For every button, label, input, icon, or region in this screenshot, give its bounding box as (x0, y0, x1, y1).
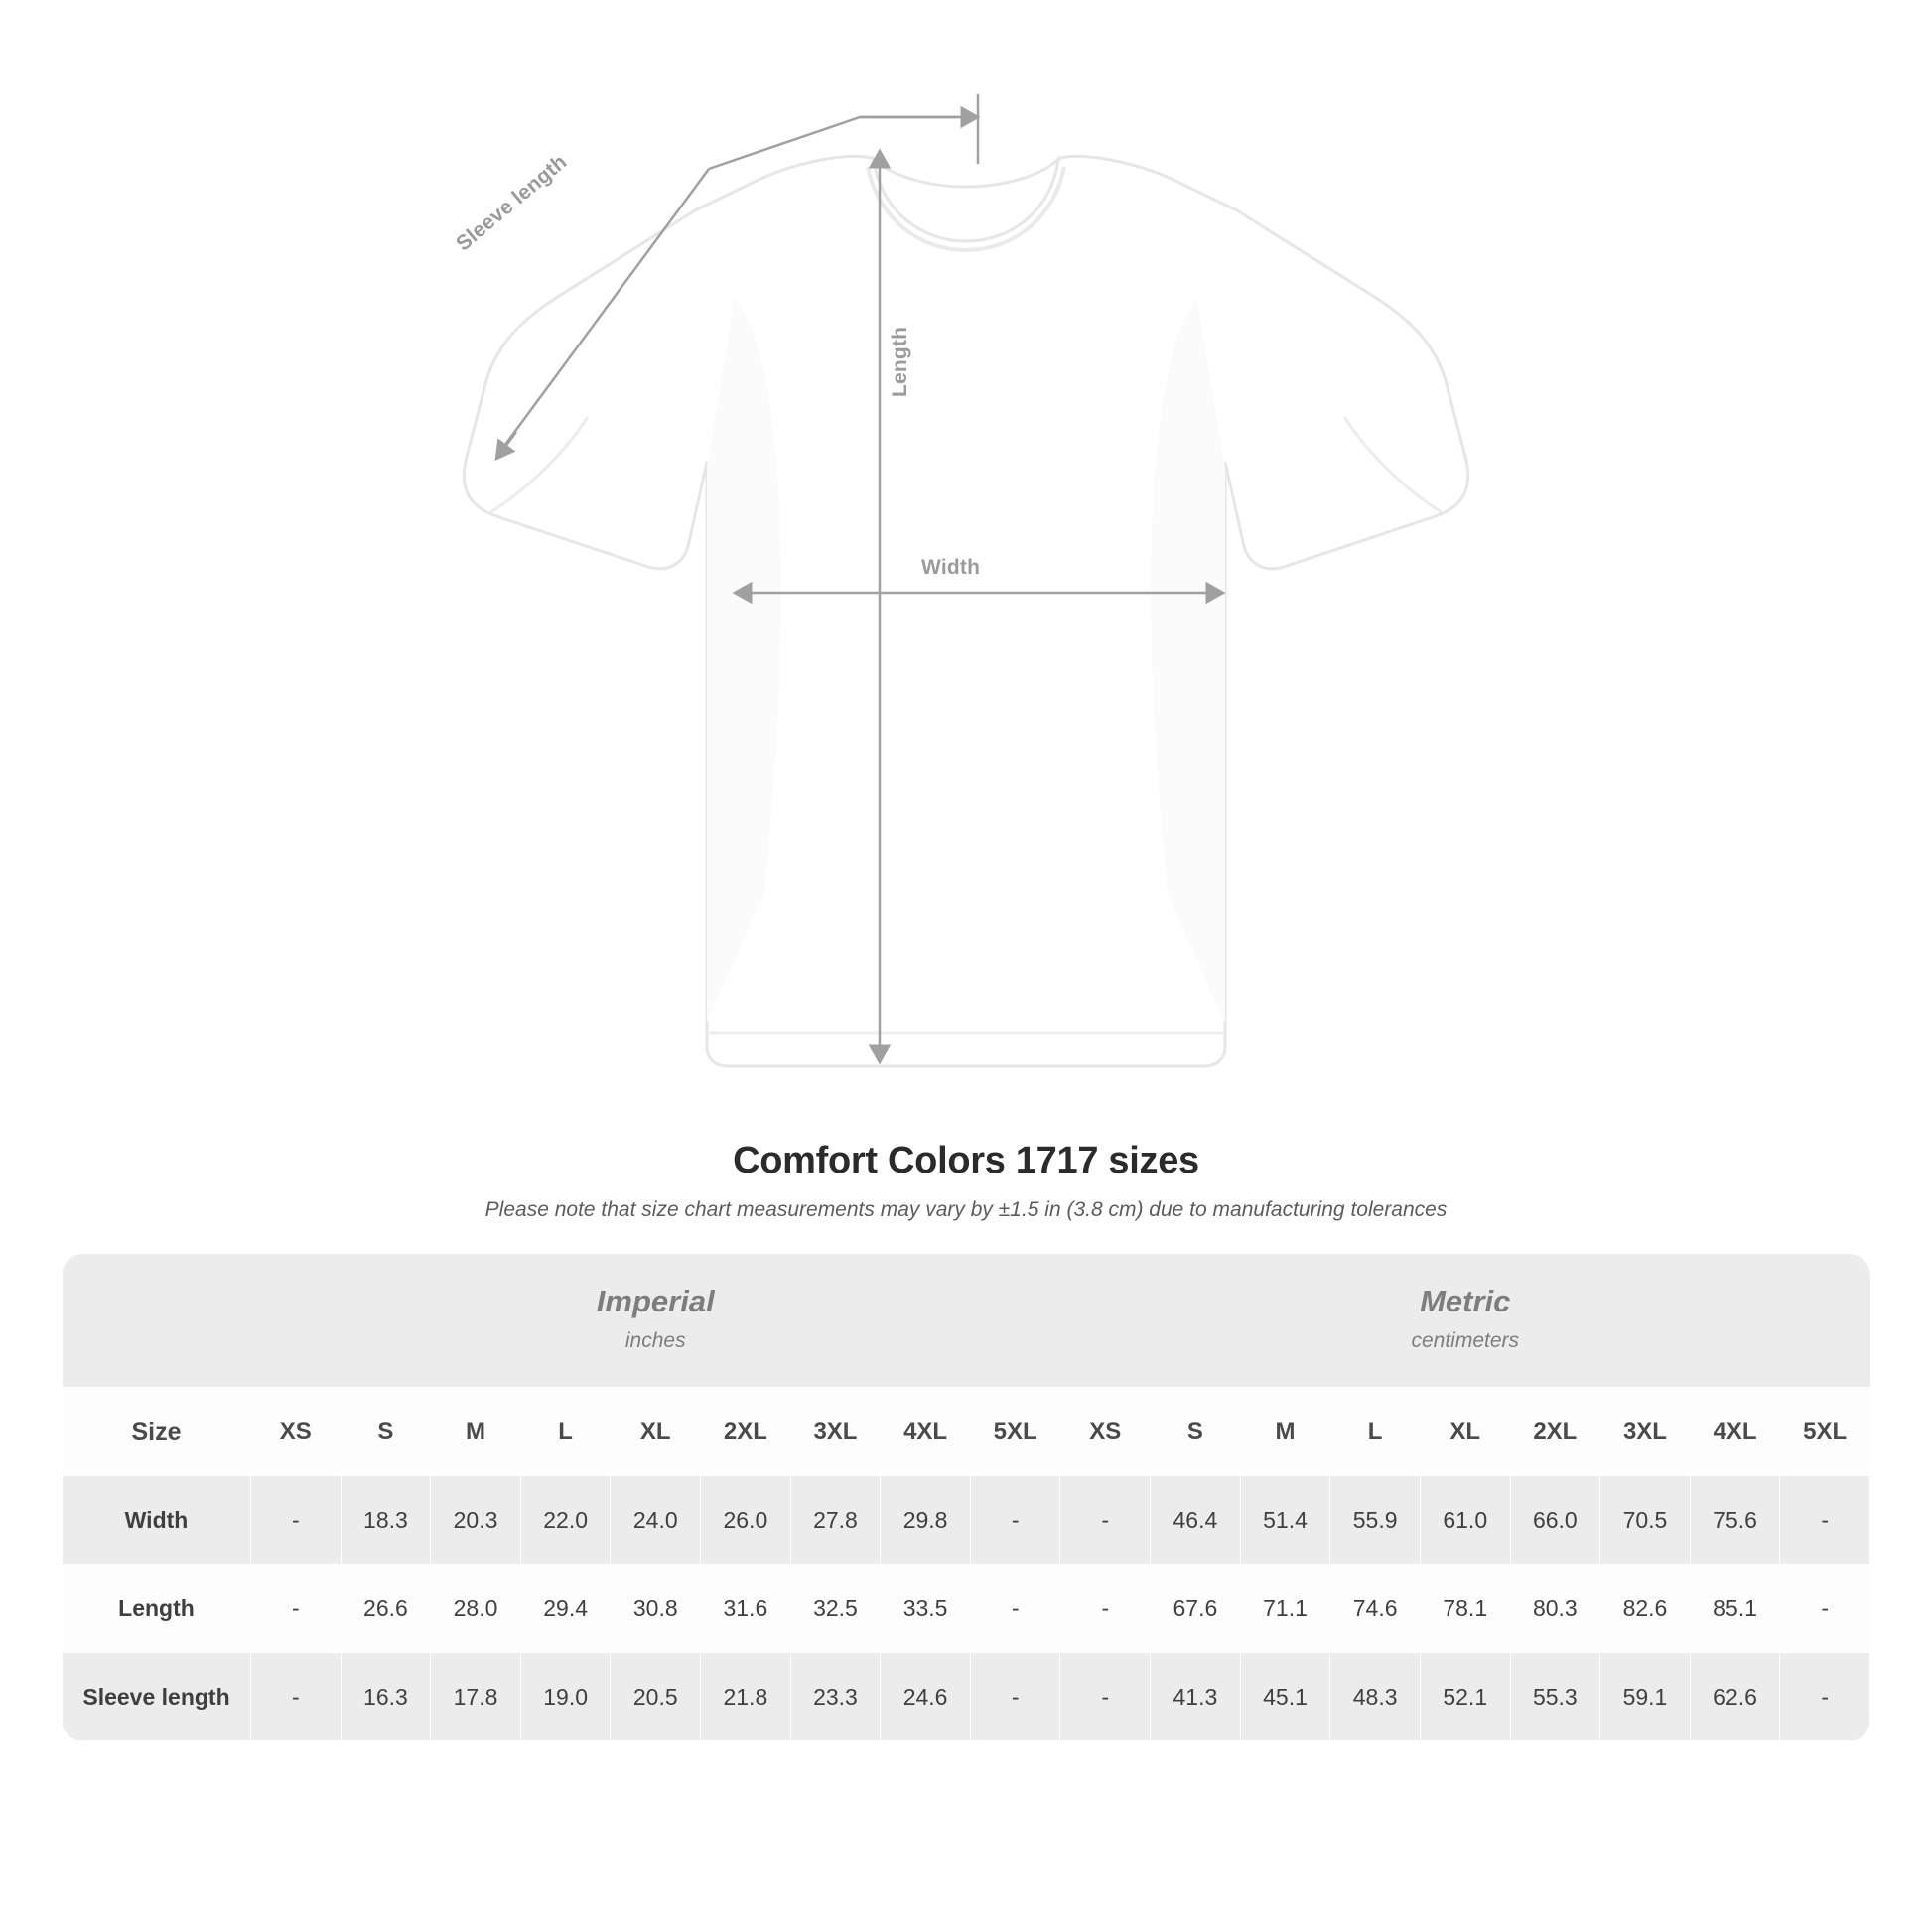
measurement-cell: 74.6 (1330, 1565, 1421, 1653)
size-chart-table (62, 1254, 1870, 1741)
table-row (63, 1476, 1870, 1565)
size-header-cell: 4XL (881, 1388, 971, 1476)
unit-name-metric: Metric (1420, 1284, 1511, 1318)
row-label-width: Width (63, 1476, 251, 1565)
measurement-cell: 20.3 (431, 1476, 521, 1565)
measurement-cell: 24.6 (881, 1653, 971, 1741)
unit-name-imperial: Imperial (596, 1284, 715, 1318)
measurement-cell: 78.1 (1420, 1565, 1510, 1653)
sleeve-length-dimension-label: Sleeve length (452, 150, 572, 256)
measurement-cell: 41.3 (1151, 1653, 1241, 1741)
measurement-cell: 33.5 (881, 1565, 971, 1653)
measurement-cell: 71.1 (1240, 1565, 1330, 1653)
length-dimension-label: Length (889, 326, 911, 397)
size-chart-table-wrapper (62, 1254, 1870, 1741)
measurement-cell: 51.4 (1240, 1476, 1330, 1565)
size-header-cell: S (341, 1388, 431, 1476)
measurement-cell: 20.5 (611, 1653, 701, 1741)
measurement-cell: - (1780, 1476, 1870, 1565)
unit-header-imperial (251, 1254, 1060, 1388)
measurement-cell: 59.1 (1600, 1653, 1691, 1741)
unit-header-spacer (63, 1254, 251, 1388)
size-header-cell: M (1240, 1388, 1330, 1476)
size-header-cell: 2XL (701, 1388, 791, 1476)
size-header-cell: XL (1420, 1388, 1510, 1476)
size-header-cell: S (1151, 1388, 1241, 1476)
measurement-cell: 27.8 (790, 1476, 881, 1565)
size-header-cell: 4XL (1690, 1388, 1780, 1476)
chart-title-block (0, 1140, 1932, 1222)
measurement-cell: - (970, 1653, 1060, 1741)
measurement-cell: 19.0 (520, 1653, 611, 1741)
measurement-cell: 75.6 (1690, 1476, 1780, 1565)
unit-header-metric (1060, 1254, 1870, 1388)
measurement-cell: 80.3 (1510, 1565, 1600, 1653)
size-header-cell: XS (251, 1388, 342, 1476)
measurement-cell: 21.8 (701, 1653, 791, 1741)
measurement-cell: - (251, 1653, 342, 1741)
measurement-cell: 85.1 (1690, 1565, 1780, 1653)
measurement-cell: 66.0 (1510, 1476, 1600, 1565)
size-header-cell: 3XL (1600, 1388, 1691, 1476)
measurement-cell: 46.4 (1151, 1476, 1241, 1565)
measurement-cell: - (970, 1565, 1060, 1653)
measurement-cell: 26.0 (701, 1476, 791, 1565)
size-header-cell: 2XL (1510, 1388, 1600, 1476)
measurement-cell: 62.6 (1690, 1653, 1780, 1741)
measurement-cell: 18.3 (341, 1476, 431, 1565)
measurement-cell: - (970, 1476, 1060, 1565)
measurement-cell: - (1780, 1565, 1870, 1653)
measurement-cell: 67.6 (1151, 1565, 1241, 1653)
measurement-cell: 48.3 (1330, 1653, 1421, 1741)
measurement-cell: 52.1 (1420, 1653, 1510, 1741)
measurement-cell: 55.3 (1510, 1653, 1600, 1741)
measurement-cell: 29.8 (881, 1476, 971, 1565)
row-label-length: Length (63, 1565, 251, 1653)
width-dimension-label: Width (921, 556, 981, 579)
measurement-cell: 28.0 (431, 1565, 521, 1653)
row-label-sleeve-length: Sleeve length (63, 1653, 251, 1741)
size-header-row (63, 1388, 1870, 1476)
size-header-cell: 5XL (1780, 1388, 1870, 1476)
measurement-cell: 23.3 (790, 1653, 881, 1741)
size-header-cell: 3XL (790, 1388, 881, 1476)
size-header-cell: XS (1060, 1388, 1151, 1476)
measurement-cell: - (1060, 1565, 1151, 1653)
measurement-cell: 26.6 (341, 1565, 431, 1653)
unit-sub-metric: centimeters (1411, 1329, 1520, 1352)
measurement-cell: 45.1 (1240, 1653, 1330, 1741)
unit-header-row (63, 1254, 1870, 1388)
measurement-cell: 16.3 (341, 1653, 431, 1741)
tolerance-note: Please note that size chart measurements may vary by ±1.5 in (3.8 cm) due to manufacturing tolerances (484, 1198, 1448, 1221)
measurement-cell: - (1060, 1476, 1151, 1565)
measurement-cell: 32.5 (790, 1565, 881, 1653)
measurement-cell: 17.8 (431, 1653, 521, 1741)
table-row (63, 1565, 1870, 1653)
measurement-cell: 30.8 (611, 1565, 701, 1653)
measurement-cell: 22.0 (520, 1476, 611, 1565)
measurement-cell: 31.6 (701, 1565, 791, 1653)
measurement-cell: 55.9 (1330, 1476, 1421, 1565)
measurement-cell: - (1780, 1653, 1870, 1741)
measurement-cell: - (251, 1476, 342, 1565)
measurement-cell: 24.0 (611, 1476, 701, 1565)
page-title: Comfort Colors 1717 sizes (733, 1140, 1199, 1181)
measurement-cell: 61.0 (1420, 1476, 1510, 1565)
size-header-cell: 5XL (970, 1388, 1060, 1476)
measurement-cell: 82.6 (1600, 1565, 1691, 1653)
size-header-cell: L (520, 1388, 611, 1476)
measurement-cell: - (1060, 1653, 1151, 1741)
measurement-cell: 29.4 (520, 1565, 611, 1653)
measurement-cell: 70.5 (1600, 1476, 1691, 1565)
size-header-cell: L (1330, 1388, 1421, 1476)
size-header-cell: XL (611, 1388, 701, 1476)
table-row (63, 1653, 1870, 1741)
size-header-label: Size (63, 1388, 251, 1476)
measurement-cell: - (251, 1565, 342, 1653)
unit-sub-imperial: inches (624, 1329, 686, 1352)
size-header-cell: M (431, 1388, 521, 1476)
